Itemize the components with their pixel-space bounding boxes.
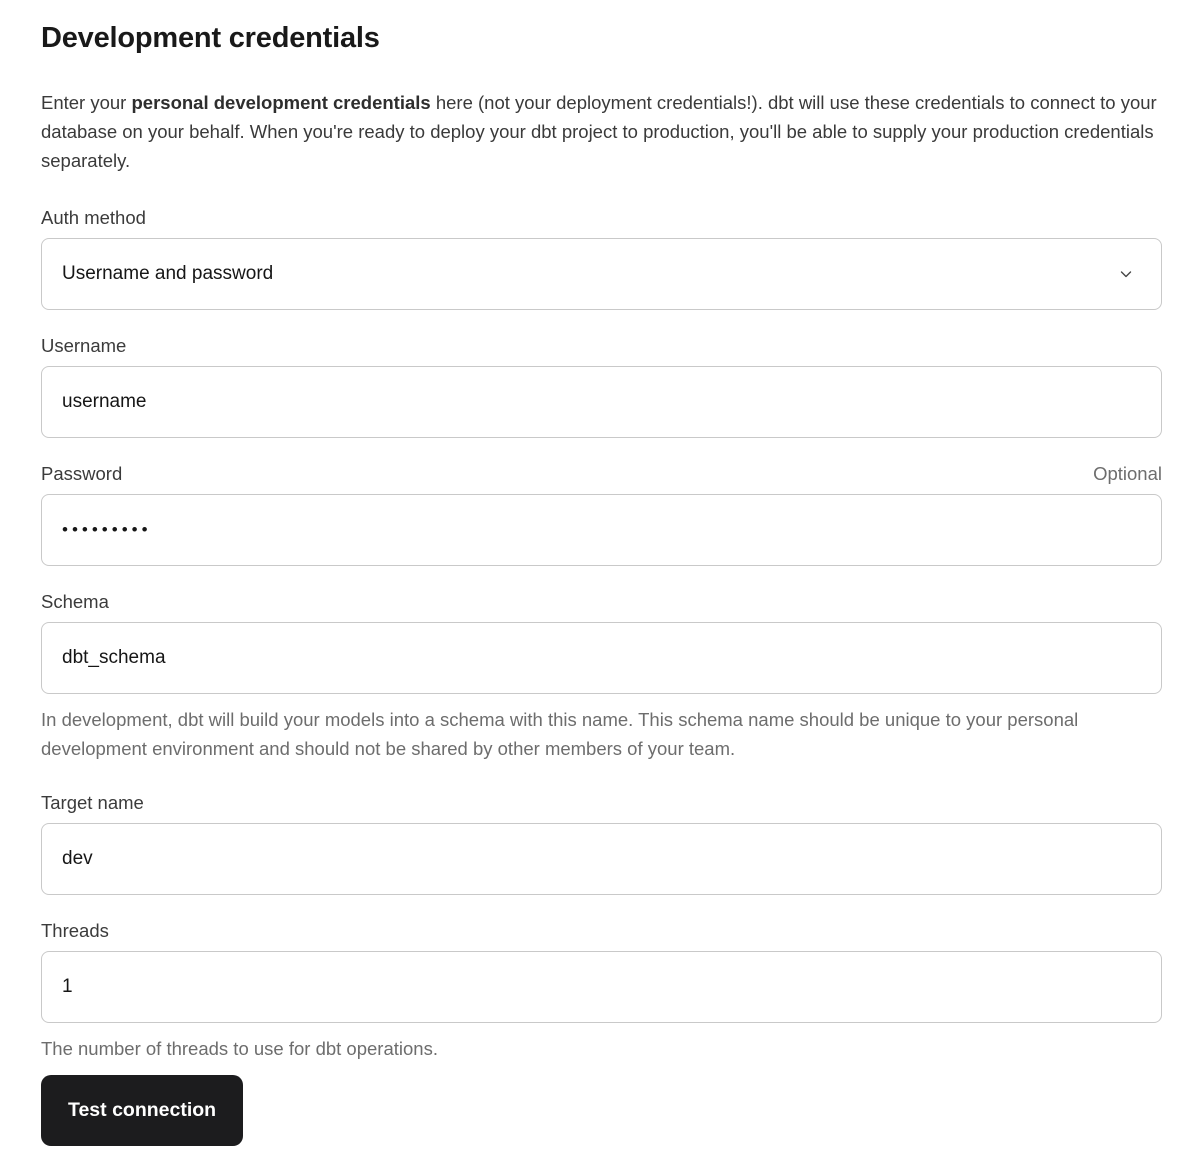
password-label: Password <box>41 463 123 484</box>
password-group <box>41 463 1162 566</box>
page-title: Development credentials <box>41 22 380 54</box>
chevron-down-icon <box>1117 265 1135 283</box>
threads-field[interactable] <box>41 951 1162 1023</box>
username-group <box>41 335 1162 438</box>
auth-method-selected-value: Username and password <box>62 263 274 284</box>
target-name-group <box>41 792 1162 895</box>
auth-method-group <box>41 207 1162 310</box>
intro-suffix: here (not your deployment credentials!). dbt will use these credentials to connect to your database on your behalf. When you're ready to deploy your dbt project to production, you'll be able to supply your production credentials separately. <box>41 92 1157 171</box>
password-optional-tag: Optional <box>1093 463 1162 484</box>
schema-label: Schema <box>41 591 109 612</box>
intro-prefix: Enter your <box>41 92 132 113</box>
schema-field[interactable] <box>41 622 1162 694</box>
target-name-field[interactable] <box>41 823 1162 895</box>
auth-method-label: Auth method <box>41 207 146 228</box>
username-label: Username <box>41 335 127 356</box>
password-field[interactable] <box>41 494 1162 566</box>
schema-group <box>41 591 1162 763</box>
threads-label: Threads <box>41 920 109 941</box>
threads-help-text: The number of threads to use for dbt operations. <box>41 1038 438 1059</box>
intro-paragraph <box>41 88 1162 175</box>
auth-method-select[interactable] <box>41 238 1162 310</box>
username-field[interactable] <box>41 366 1162 438</box>
schema-help-text: In development, dbt will build your models into a schema with this name. This schema name should be unique to your personal development environment and should not be shared by other members of your team. <box>41 709 1079 759</box>
target-name-label: Target name <box>41 792 144 813</box>
intro-bold: personal development credentials <box>131 92 431 113</box>
test-connection-button[interactable]: Test connection <box>41 1075 243 1146</box>
threads-group <box>41 920 1162 1063</box>
